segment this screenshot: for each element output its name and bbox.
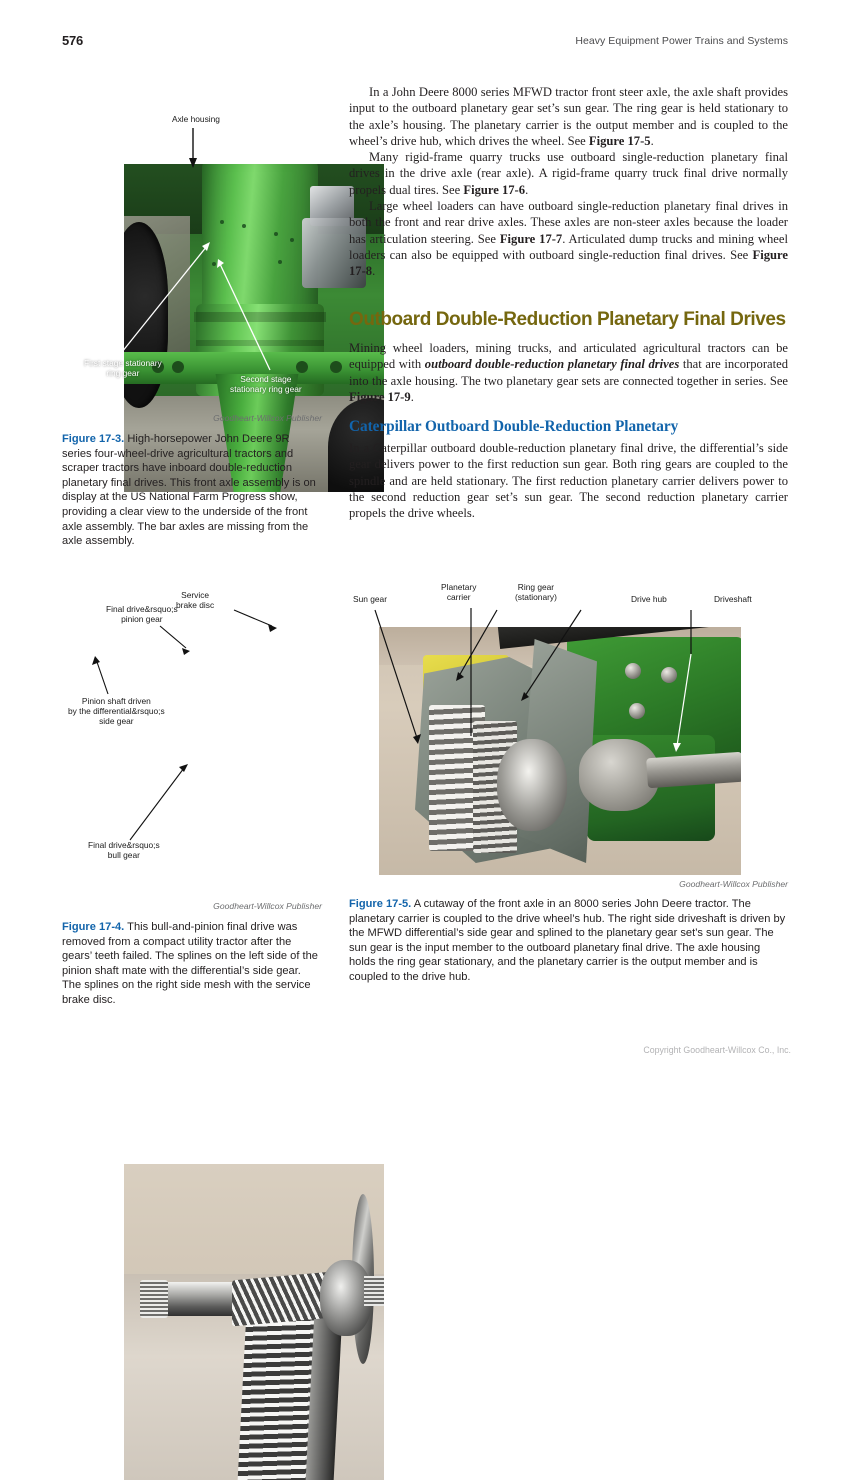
subsection-heading-caterpillar: Caterpillar Outboard Double-Reduction Planetary: [349, 418, 679, 435]
figure-17-4-caption-text: This bull-and-pinion final drive was removed from a compact utility tractor after the gears’ teeth failed. The splines on the left side of the pinion shaft mate with the differential’s side gear. The splines on the right side mesh with the service brake disc.: [62, 921, 318, 1006]
callout-first-stage-ring-gear: First stage stationary ring gear: [84, 358, 162, 378]
callout-axle-housing: Axle housing: [172, 114, 220, 124]
figure-17-4-credit: Goodheart-Willcox Publisher: [213, 901, 322, 911]
figure-17-3-credit: Goodheart-Willcox Publisher: [213, 413, 322, 423]
running-head: [62, 33, 788, 51]
figure-17-3-label: Figure 17-3.: [62, 433, 125, 445]
page-footer: Copyright Goodheart-Willcox Co., Inc.: [643, 1045, 791, 1055]
paragraph-3: Large wheel loaders can have outboard single-reduction planetary final drives in both the front and rear drive axles. These axles are non-steer axles because the loader has articulation steering. See Figure 17-7. Articulated dump trucks and mining wheel loaders can also be equipped with outboard single-reduction final drives. See Figure 17-8.: [349, 199, 788, 279]
figure-17-5-credit: Goodheart-Willcox Publisher: [679, 879, 788, 889]
callout-service-brake-disc: Service brake disc: [176, 590, 215, 610]
paragraph-1: In a John Deere 8000 series MFWD tractor front steer axle, the axle shaft provides input to the outboard planetary gear set’s sun gear. The ring gear is held stationary to the axle’s housing. The planetary carrier is the output member and is coupled to the wheel’s drive hub, which drives the wheel. See Figure 17-5.: [349, 85, 788, 148]
callout-driveshaft: Driveshaft: [714, 594, 752, 604]
callout-pinion-shaft-driven: Pinion shaft driven by the differential&rsquo;s side gear: [68, 696, 165, 726]
callout-sun-gear: Sun gear: [353, 594, 387, 604]
figure-17-5-label: Figure 17-5.: [349, 898, 412, 910]
callout-final-drive-bull-gear: Final drive&rsquo;s bull gear: [88, 840, 160, 860]
paragraph-5: In a Caterpillar outboard double-reduction planetary final drive, the differential’s side gear delivers power to the first reduction sun gear. Both ring gears are coupled to the spindle and are held stationary. The first reduction planetary carrier delivers power to the second reduction gear set’s sun gear. The second reduction planetary carrier propels the drive wheels.: [349, 441, 788, 521]
callout-ring-gear-stationary: Ring gear (stationary): [515, 582, 557, 602]
paragraph-4: Mining wheel loaders, mining trucks, and articulated agricultural tractors can be equipped with outboard double-reduction planetary final drives that are incorporated into the axle housing. The two planetary gear sets are connected together in series. See Figure 17-9.: [349, 341, 788, 404]
figure-17-4-photo: [124, 1164, 384, 1480]
callout-second-stage-ring-gear: Second stage stationary ring gear: [230, 374, 302, 394]
figure-17-5-caption: [349, 897, 788, 985]
figure-17-4-caption: [62, 920, 322, 1008]
figure-17-3-caption-text: High-horsepower John Deere 9R series four-wheel-drive agricultural tractors and scraper tractors have inboard double-reduction planetary final drives. This front axle assembly is on display at the US National Farm Progress show, providing a clear view to the underside of the front axle assembly. The bar axles are missing from the axle assembly.: [62, 433, 316, 548]
paragraph-2: Many rigid-frame quarry trucks use outboard single-reduction planetary final drives in the drive axle (rear axle). A rigid-frame quarry truck final drive normally propels dual tires. See Figure 17-6.: [349, 150, 788, 197]
figure-17-5-caption-text: A cutaway of the front axle in an 8000 series John Deere tractor. The planetary carrier is coupled to the drive wheel’s hub. The right side driveshaft is driven by the MFWD differential’s side gear and splined to the planetary gear set’s sun gear. The sun gear is the input member to the outboard planetary final drive. The axle housing holds the ring gear stationary, and the planetary carrier is the output member and is coupled to the drive hub.: [349, 898, 786, 983]
callout-final-drive-pinion-gear: Final drive&rsquo;s pinion gear: [106, 604, 178, 624]
running-title: Heavy Equipment Power Trains and Systems: [575, 35, 788, 47]
paragraph-4-wrap: [349, 340, 788, 405]
figure-17-3-caption: [62, 432, 322, 549]
callout-drive-hub: Drive hub: [631, 594, 667, 604]
page-number: 576: [62, 33, 84, 48]
callout-planetary-carrier: Planetary carrier: [441, 582, 477, 602]
figure-17-5-photo: [379, 627, 741, 875]
section-heading-outboard-double-reduction: Outboard Double-Reduction Planetary Final Drives: [349, 309, 786, 330]
paragraph-5-wrap: [349, 440, 788, 521]
figure-17-4-label: Figure 17-4.: [62, 921, 125, 933]
main-body-column: [349, 84, 788, 280]
